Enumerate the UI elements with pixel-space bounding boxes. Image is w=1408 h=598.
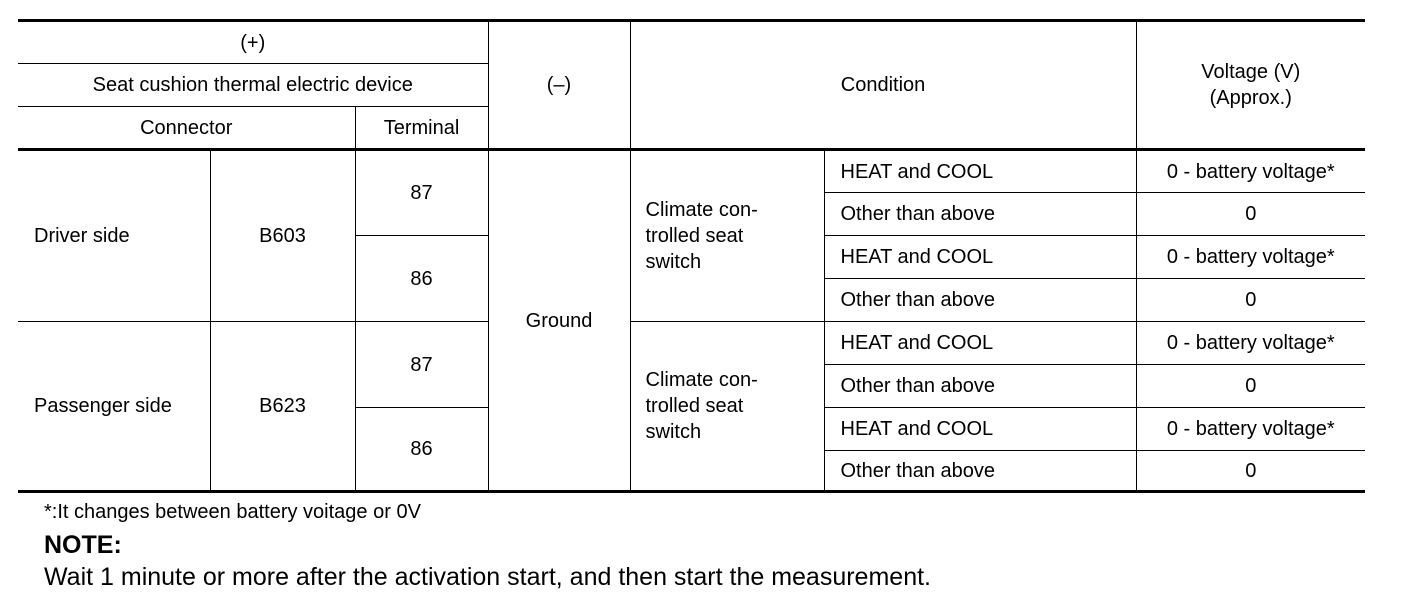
condition-cell: HEAT and COOL (824, 236, 1136, 279)
voltage-cell: 0 (1136, 193, 1365, 236)
minus-header: (–) (488, 21, 630, 150)
condition-cell: HEAT and COOL (824, 322, 1136, 365)
switch-line: Climate con- (645, 369, 758, 391)
device-header: Seat cushion thermal electric device (18, 64, 488, 107)
condition-cell: Other than above (824, 193, 1136, 236)
voltage-cell: 0 - battery voltage* (1136, 408, 1365, 451)
terminal-cell: 87 (355, 150, 488, 236)
condition-header: Condition (630, 21, 1136, 150)
switch-line: switch (645, 251, 702, 273)
voltage-cell: 0 - battery voltage* (1136, 322, 1365, 365)
voltage-cell: 0 (1136, 279, 1365, 322)
terminal-cell: 86 (355, 408, 488, 492)
condition-cell: Other than above (824, 451, 1136, 492)
voltage-cell: 0 (1136, 451, 1365, 492)
voltage-header (1136, 21, 1365, 150)
voltage-cell: 0 - battery voltage* (1136, 150, 1365, 193)
connector-header: Connector (18, 107, 355, 150)
terminal-cell: 86 (355, 236, 488, 322)
terminal-cell: 87 (355, 322, 488, 408)
condition-cell: Other than above (824, 365, 1136, 408)
switch-line: trolled seat (645, 225, 744, 247)
switch-cell (630, 150, 824, 322)
connector-cell: B603 (210, 150, 355, 322)
connector-cell: B623 (210, 322, 355, 492)
footnote: *:It changes between battery voitage or 0V (44, 501, 421, 523)
voltage-header-line1: Voltage (V) (1201, 61, 1301, 83)
condition-cell: Other than above (824, 279, 1136, 322)
ground-cell: Ground (488, 150, 630, 492)
side-cell: Passenger side (18, 322, 210, 492)
terminal-header: Terminal (355, 107, 488, 150)
switch-cell (630, 322, 824, 492)
plus-header: (+) (18, 21, 488, 64)
note-text: Wait 1 minute or more after the activation start, and then start the measurement. (44, 563, 931, 591)
switch-line: Climate con- (645, 199, 758, 221)
terminal-voltage-table (18, 19, 1365, 493)
condition-cell: HEAT and COOL (824, 408, 1136, 451)
switch-line: trolled seat (645, 395, 744, 417)
switch-line: switch (645, 421, 702, 443)
side-cell: Driver side (18, 150, 210, 322)
voltage-cell: 0 - battery voltage* (1136, 236, 1365, 279)
condition-cell: HEAT and COOL (824, 150, 1136, 193)
voltage-header-line2: (Approx.) (1209, 87, 1292, 109)
note-title: NOTE: (44, 531, 122, 559)
voltage-cell: 0 (1136, 365, 1365, 408)
